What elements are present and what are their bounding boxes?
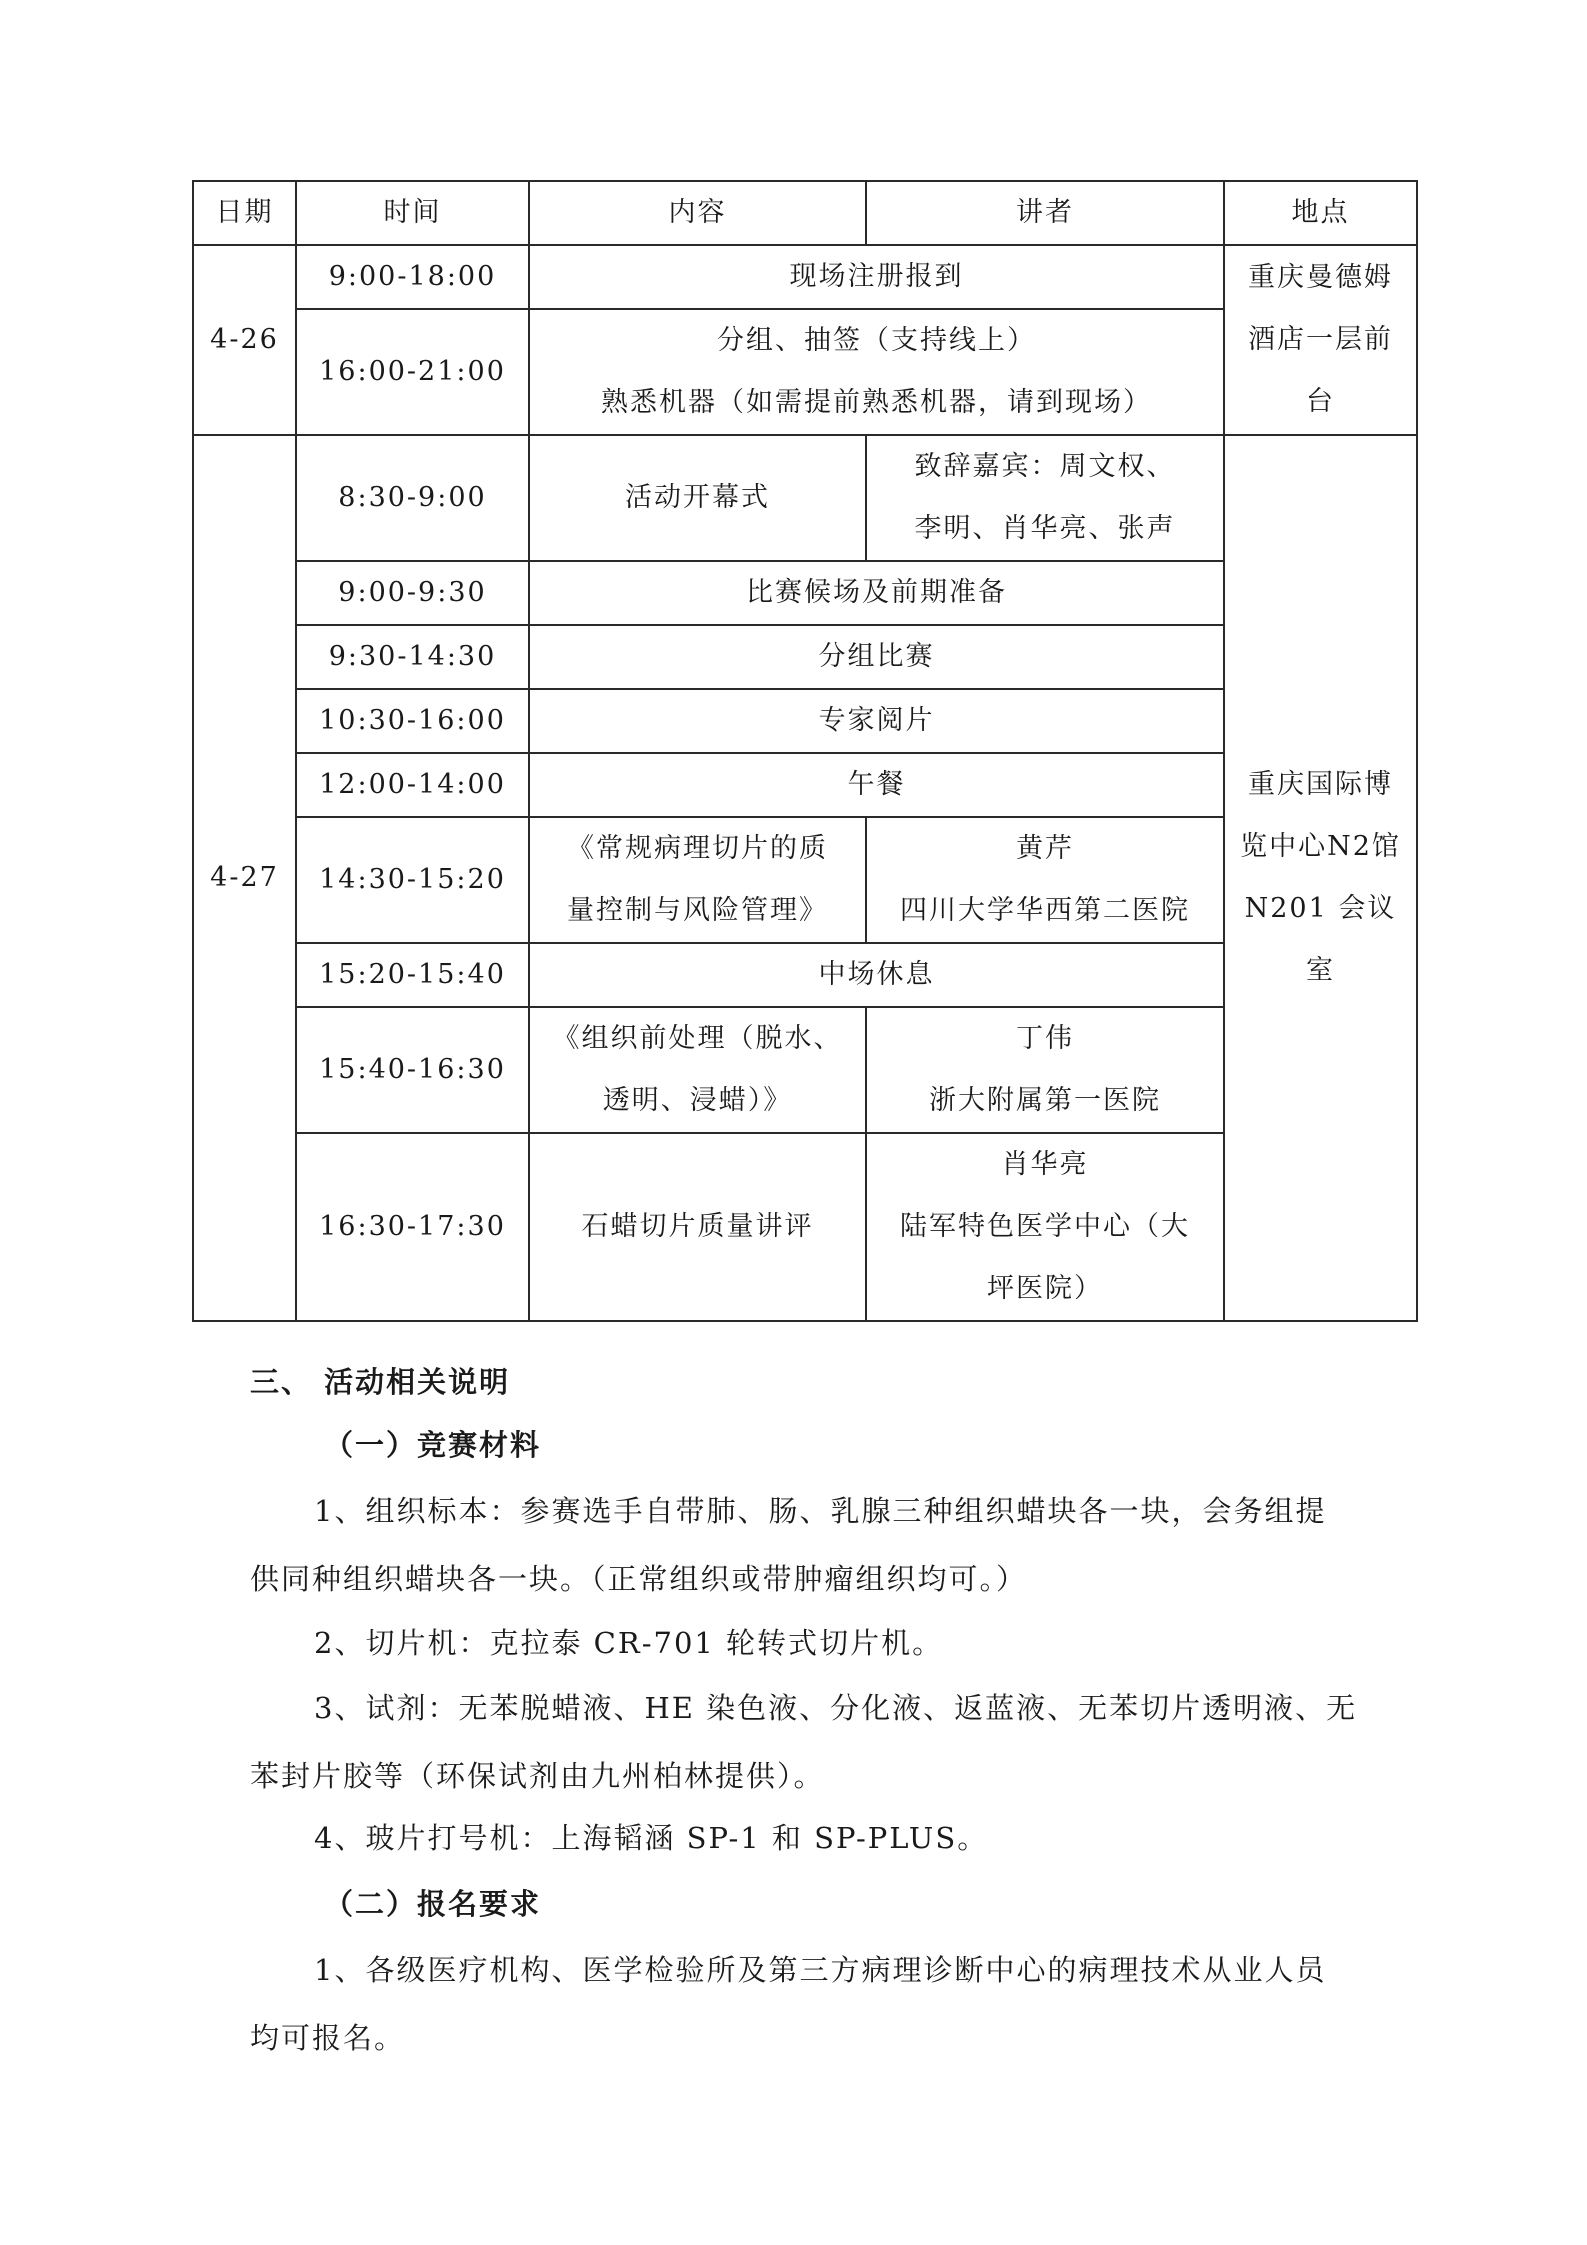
content-line: 熟悉机器（如需提前熟悉机器，请到现场）: [601, 387, 1152, 418]
speaker-line: 四川大学华西第二医院: [900, 895, 1190, 926]
location-line: 览中心N2馆: [1240, 831, 1401, 862]
content-cell: 午餐: [529, 753, 1224, 817]
time-cell: 16:00-21:00: [296, 309, 529, 435]
content-line: 透明、浸蜡）》: [602, 1085, 793, 1116]
content-line: 分组、抽签（支持线上）: [717, 325, 1036, 356]
speaker-line: 丁伟: [1016, 1023, 1074, 1054]
schedule-table: [192, 180, 1418, 1322]
speaker-cell: [866, 1133, 1224, 1321]
content-cell: [529, 435, 866, 561]
location-cell: [1224, 435, 1417, 1321]
speaker-cell: [866, 1007, 1224, 1133]
content-cell: 分组比赛: [529, 625, 1224, 689]
content-line: 活动开幕式: [625, 482, 770, 513]
time-cell: 15:40-16:30: [296, 1007, 529, 1133]
header-location: 地点: [1224, 181, 1417, 245]
time-cell: 14:30-15:20: [296, 817, 529, 943]
table-header-row: [193, 181, 1417, 245]
text-line: 供同种组织蜡块各一块。（正常组织或带肿瘤组织均可。）: [250, 1562, 1028, 1596]
location-cell: [1224, 245, 1417, 435]
speaker-cell: [866, 817, 1224, 943]
time-cell: 15:20-15:40: [296, 943, 529, 1007]
content-cell: [529, 817, 866, 943]
speaker-line: 坪医院）: [987, 1273, 1103, 1304]
content-cell: 比赛候场及前期准备: [529, 561, 1224, 625]
content-line: 现场注册报到: [789, 261, 964, 292]
content-line: 《常规病理切片的质: [567, 833, 828, 864]
section-heading: 三、 活动相关说明: [250, 1365, 511, 1399]
time-cell: 16:30-17:30: [296, 1133, 529, 1321]
location-line: 重庆国际博: [1248, 769, 1393, 800]
text-line: 3、试剂：无苯脱蜡液、HE 染色液、分化液、返蓝液、无苯切片透明液、无: [314, 1691, 1358, 1725]
speaker-line: 浙大附属第一医院: [929, 1085, 1161, 1116]
header-content: 内容: [529, 181, 866, 245]
speaker-line: 李明、肖华亮、张声: [914, 513, 1176, 544]
time-cell: 10:30-16:00: [296, 689, 529, 753]
content-cell: 中场休息: [529, 943, 1224, 1007]
header-date: 日期: [193, 181, 296, 245]
location-line: 台: [1306, 386, 1335, 417]
time-cell: 8:30-9:00: [296, 435, 529, 561]
text-line: 苯封片胶等（环保试剂由九州柏林提供）。: [250, 1759, 825, 1793]
date-cell: 4-27: [193, 435, 296, 1321]
subsection-heading-registration: （二）报名要求: [324, 1887, 542, 1921]
text-line: 1、组织标本：参赛选手自带肺、肠、乳腺三种组织蜡块各一块，会务组提: [314, 1494, 1327, 1528]
location-line: 重庆曼德姆: [1248, 262, 1393, 293]
content-cell: [529, 1133, 866, 1321]
subsection-heading-materials: （一）竞赛材料: [324, 1428, 542, 1462]
table-row: [193, 245, 1417, 309]
speaker-line: 致辞嘉宾：周文权、: [914, 451, 1176, 482]
registration-item-1: [250, 1950, 1360, 2058]
location-line: 酒店一层前: [1248, 324, 1393, 355]
content-cell: [529, 1007, 866, 1133]
content-cell: [529, 309, 1224, 435]
header-time: 时间: [296, 181, 529, 245]
time-cell: 12:00-14:00: [296, 753, 529, 817]
text-line: 1、各级医疗机构、医学检验所及第三方病理诊断中心的病理技术从业人员: [314, 1953, 1327, 1987]
header-speaker: 讲者: [866, 181, 1224, 245]
materials-item-4: 4、玻片打号机：上海韬涵 SP-1 和 SP-PLUS。: [314, 1821, 989, 1855]
content-cell: [529, 245, 1224, 309]
table-row: [193, 435, 1417, 561]
content-line: 量控制与风险管理》: [567, 895, 828, 926]
speaker-cell: [866, 435, 1224, 561]
materials-item-1: [250, 1491, 1360, 1599]
location-line: N201 会议室: [1244, 893, 1397, 986]
materials-item-3: [250, 1688, 1360, 1796]
materials-item-2: 2、切片机：克拉泰 CR-701 轮转式切片机。: [314, 1626, 944, 1660]
time-cell: 9:00-18:00: [296, 245, 529, 309]
speaker-line: 肖华亮: [1001, 1149, 1089, 1180]
date-cell: 4-26: [193, 245, 296, 435]
speaker-line: 陆军特色医学中心（大: [900, 1211, 1190, 1242]
time-cell: 9:30-14:30: [296, 625, 529, 689]
content-line: 《组织前处理（脱水、: [552, 1023, 843, 1054]
speaker-line: 黄芹: [1016, 833, 1074, 864]
text-line: 均可报名。: [250, 2021, 406, 2055]
time-cell: 9:00-9:30: [296, 561, 529, 625]
content-cell: 专家阅片: [529, 689, 1224, 753]
content-line: 石蜡切片质量讲评: [581, 1211, 814, 1242]
